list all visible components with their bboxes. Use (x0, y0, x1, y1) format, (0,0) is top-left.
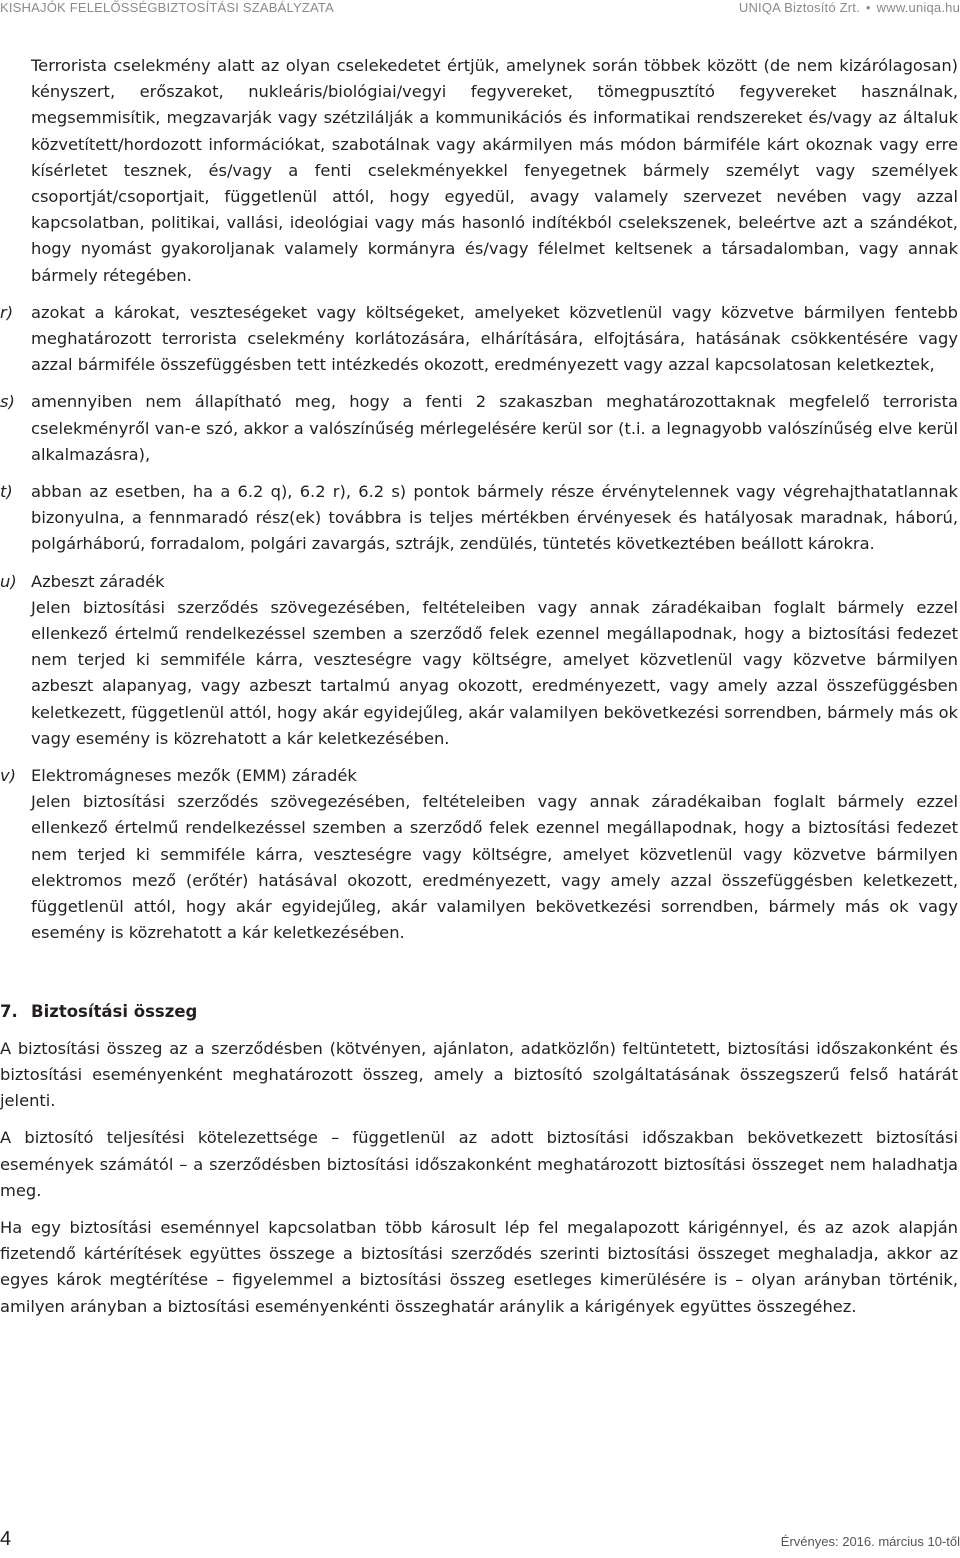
item-text: amennyiben nem állapítható meg, hogy a fenti 2 szakaszban meghatározottaknak megfelelő terrorista cselekményről van-e szó, akkor a valószínűség mérlegelésére kerül sor (t.i. a legnagyobb valószínűség elve kerül alkalmazásra), (31, 392, 958, 464)
item-marker: v) (0, 766, 16, 786)
page-number: 4 (0, 1528, 12, 1550)
page-header (0, 0, 960, 16)
section-paragraph: A biztosítási összeg az a szerződésben (kötvényen, ajánlaton, adatközlőn) feltüntetett, biztosítási időszakonként és biztosítási eseményenként meghatározott összeg, amely a biztosító szolgáltatásának összegszerű felső határát jelenti. (0, 1038, 958, 1111)
item-text: abban az esetben, ha a 6.2 q), 6.2 r), 6.2 s) pontok bármely része érvénytelennek vagy végrehajthatatlannak bizonyulna, a fennmaradó rész(ek) továbbra is teljes mértékben érvényesek és hatályosak maradnak, háború, polgárháború, forradalom, polgári zavargás, sztrájk, zendülés, tüntetés következtében beállott károkra. (31, 482, 958, 554)
section-paragraph: A biztosító teljesítési kötelezettsége – függetlenül az adott biztosítási időszakban bekövetkezett biztosítási események számától – a szerződésben biztosítási időszakonként meghatározott biztosítási összeget nem haladhatja meg. (0, 1128, 958, 1200)
document-title: KISHAJÓK FELELŐSSÉGBIZTOSÍTÁSI SZABÁLYZATA (0, 0, 334, 15)
item-text: Jelen biztosítási szerződés szövegezésében, feltételeiben vagy annak záradékaiban foglalt bármely ezzel ellenkező értelmű rendelkezéssel szemben a szerződő felek ezennel megállapodnak, hogy a biztosítási fedezet nem terjed ki semmiféle kárra, veszteségre vagy költségre, amelyet közvetlenül vagy közvetve bármilyen azbeszt alapanyag, vagy azbeszt tartalmú anyag okozott, eredményezett, vagy amely azzal összefüggésben keletkezett, függetlenül attól, hogy akár egyidejűleg, akár valamilyen bekövetkezési sorrendben, bármely más ok vagy esemény is közrehatott a kár keletkezésében. (31, 597, 958, 748)
company-info (739, 0, 960, 15)
list-item-u (0, 569, 958, 752)
validity-date: Érvényes: 2016. március 10-től (780, 1534, 960, 1549)
list-item-r (0, 300, 958, 379)
item-title: Elektromágneses mezők (EMM) záradék (31, 766, 357, 786)
intro-paragraph: Terrorista cselekmény alatt az olyan cselekedetet értjük, amelynek során többek között (de nem kizárólagosan) kényszert, erőszakot, nukleáris/biológiai/vegyi fegyvereket, tömegpusztító fegyvereket használnak, megsemmisítik, megzavarják vagy szétzilálják a kommunikációs és informatikai rendszereket és/vagy az általuk közvetített/hordozott információkat, szabotálnak vagy akármilyen más módon bármiféle kárt okoznak vagy erre kísérletet tesznek, és/vagy a fenti cselekményekkel fenyegetnek bármely személyt vagy személyek csoportját/csoportjait, függetlenül attól, hogy egyedül, avagy valamely szervezet nevében vagy azzal kapcsolatban, politikai, vallási, ideológiai vagy más hasonló indítékból cselekszenek, beleértve azt a szándékot, hogy nyomást gyakoroljanak valamely kormányra és/vagy félelmet keltsenek a társadalomban, vagy annak bármely rétegében. (31, 56, 958, 285)
item-marker: u) (0, 571, 17, 591)
item-text: Jelen biztosítási szerződés szövegezésében, feltételeiben vagy annak záradékaiban foglalt bármely ezzel ellenkező értelmű rendelkezéssel szemben a szerződő felek ezennel megállapodnak, hogy a biztosítási fedezet nem terjed ki semmiféle kárra, veszteségre vagy költségre, amelyet közvetlenül vagy közvetve bármilyen elektromos mező (erőtér) hatásával okozott, eredményezett, vagy amely azzal összefüggésben keletkezett, függetlenül attól, hogy akár egyidejűleg, akár valamilyen bekövetkezési sorrendben, bármely más ok vagy esemény is közrehatott a kár keletkezésében. (31, 792, 958, 943)
item-title: Azbeszt záradék (31, 571, 165, 591)
list-item-v (0, 763, 958, 946)
company-name: UNIQA Biztosító Zrt. (738, 0, 860, 15)
section-paragraph: Ha egy biztosítási eseménnyel kapcsolatban több károsult lép fel megalapozott kárigénnyel, és az azok alapján fizetendő kártérítések együttes összege a biztosítási szerződés szerinti biztosítási összeget meghaladja, akkor az egyes károk megtérítése – figyelemmel a biztosítási összeg esetleges kimerülésére is – olyan arányban történik, amilyen arányban a biztosítási eseményenkénti összeghatár aránylik a kárigények együttes összegéhez. (0, 1217, 958, 1316)
item-marker: t) (0, 482, 13, 502)
item-marker: s) (0, 392, 15, 412)
item-marker: r) (0, 302, 14, 322)
list-item-s (0, 389, 958, 468)
document-body (0, 53, 958, 1320)
page-footer (0, 1528, 960, 1552)
section-heading (0, 999, 958, 1025)
item-text: azokat a károkat, veszteségeket vagy költségeket, amelyeket közvetlenül vagy közvetve bármilyen fentebb meghatározott terrorista cselekmény korlátozására, elhárítására, elfojtására, hatásának csökkentésére vagy azzal bármiféle összefüggésben tett intézkedés okozott, eredményezett vagy azzal kapcsolatosan keletkeztek, (31, 302, 958, 375)
section-title: Biztosítási összeg (31, 1001, 198, 1021)
section-number: 7. (0, 1001, 18, 1021)
list-item-t (0, 479, 958, 558)
company-url: www.uniqa.hu (876, 0, 960, 15)
bullet-separator: • (865, 0, 871, 15)
